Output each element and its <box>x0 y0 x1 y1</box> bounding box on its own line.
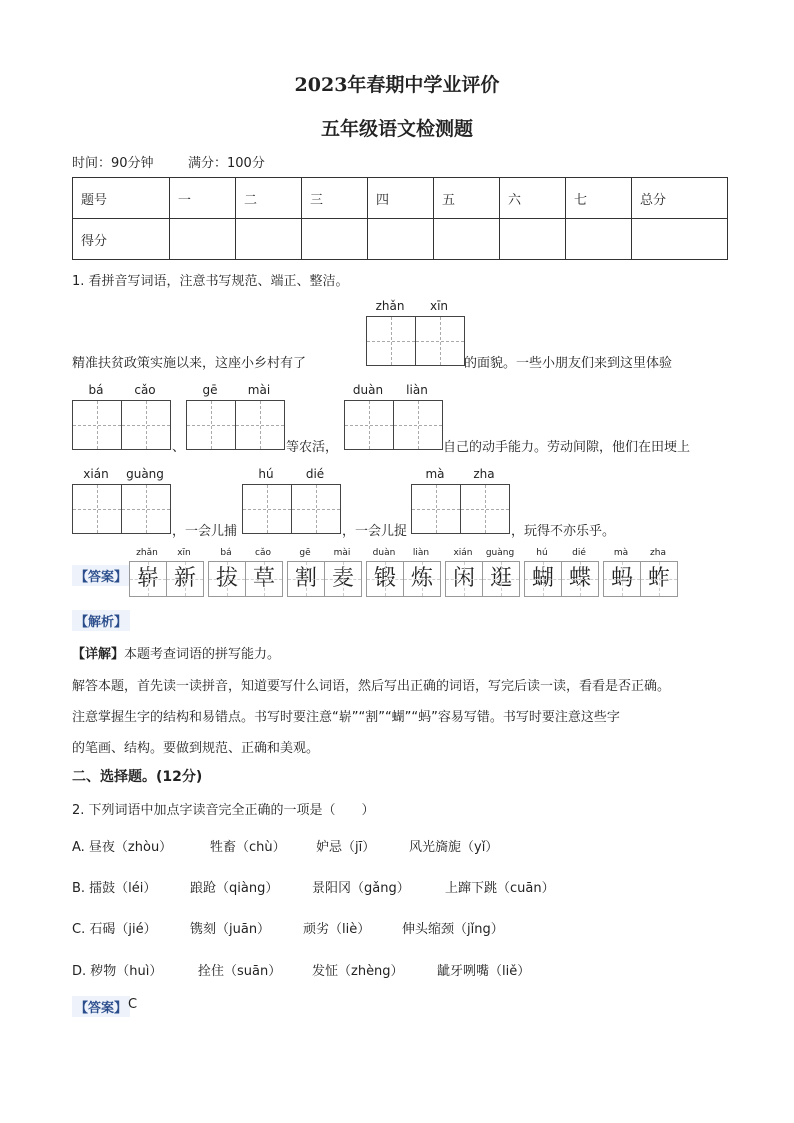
pinyin: zha <box>473 467 495 481</box>
answer-pinyin: dié <box>572 548 586 558</box>
time-limit: 时间：90分钟 <box>72 156 154 171</box>
table-cell: 二 <box>236 178 302 219</box>
score-table <box>72 177 728 260</box>
answer-char: 草 <box>245 562 282 596</box>
option-c-4: 伸头缩颈（jǐng） <box>402 922 504 937</box>
score-input-cell[interactable] <box>566 219 632 260</box>
answer-pinyin: zhǎn <box>136 548 158 558</box>
detail-text: 本题考查词语的拼写能力。 <box>124 647 281 662</box>
table-cell: 五 <box>434 178 500 219</box>
answer-char: 割 <box>288 562 324 596</box>
table-cell: 总分 <box>632 178 728 219</box>
answer-char: 新 <box>166 562 203 596</box>
option-a-1: A. 昼夜（zhòu） <box>72 840 173 855</box>
pinyin: cǎo <box>134 383 156 397</box>
pinyin: duàn <box>352 383 384 397</box>
pinyin: zhǎn <box>375 299 405 313</box>
table-cell: 一 <box>170 178 236 219</box>
pinyin: mài <box>247 383 271 397</box>
detail-tag: 【详解】 <box>72 647 125 662</box>
answer-word-box <box>366 561 441 597</box>
analysis-line: 的笔画、结构。要做到规范、正确和美观。 <box>72 741 320 756</box>
answer-char: 崭 <box>130 562 166 596</box>
full-score: 满分：100分 <box>188 156 265 171</box>
option-c-2: 镌刻（juān） <box>190 922 271 937</box>
answer-box-6[interactable] <box>242 484 341 534</box>
section-heading: 二、选择题。(12分) <box>72 769 203 785</box>
analysis-line: 注意掌握生字的结构和易错点。书写时要注意“崭”“割”“蝴”“蚂”容易写错。书写时要注意这些字 <box>72 710 620 725</box>
answer-char: 拔 <box>209 562 245 596</box>
q2-prompt: 2. 下列词语中加点字读音完全正确的一项是（ ） <box>72 803 375 818</box>
option-a-3: 妒忌（jī） <box>316 840 376 855</box>
answer-pinyin: gē <box>299 548 311 558</box>
answer-char: 锻 <box>367 562 403 596</box>
answer-pinyin: guàng <box>485 548 515 558</box>
answer-word-box <box>445 561 520 597</box>
pinyin: xián <box>83 467 109 481</box>
score-input-cell[interactable] <box>632 219 728 260</box>
answer-pinyin: xián <box>453 548 473 558</box>
pinyin: bá <box>88 383 104 397</box>
q1-text: 、 <box>172 440 186 455</box>
q1-prompt: 1. 看拼音写词语，注意书写规范、端正、整洁。 <box>72 274 349 289</box>
table-cell: 得分 <box>73 219 170 260</box>
q2-answer: C <box>128 997 138 1012</box>
option-d-3: 发怔（zhèng） <box>312 964 404 979</box>
answer-pinyin: duàn <box>372 548 396 558</box>
table-cell: 七 <box>566 178 632 219</box>
option-d-1: D. 秽物（huì） <box>72 964 163 979</box>
pinyin: xīn <box>429 299 449 313</box>
q1-text: 等农活， <box>286 440 339 455</box>
answer-box-7[interactable] <box>411 484 510 534</box>
option-c-1: C. 石碣（jié） <box>72 922 157 937</box>
answer-pinyin: mà <box>613 548 629 558</box>
table-cell: 四 <box>368 178 434 219</box>
answer-pinyin: bá <box>220 548 232 558</box>
answer-box-3[interactable] <box>186 400 285 450</box>
score-input-cell[interactable] <box>302 219 368 260</box>
answer-char: 蝴 <box>525 562 561 596</box>
detail-line <box>72 643 280 662</box>
option-b-1: B. 擂鼓（léi） <box>72 881 157 896</box>
pinyin: mà <box>425 467 445 481</box>
answer-char: 炼 <box>403 562 440 596</box>
score-input-cell[interactable] <box>368 219 434 260</box>
answer-word-box <box>208 561 283 597</box>
q1-text: 自己的动手能力。劳动间隙，他们在田埂上 <box>443 440 691 455</box>
answer-tag: 【答案】 <box>72 565 130 586</box>
q1-text: ，玩得不亦乐乎。 <box>511 524 616 539</box>
answer-box-1[interactable] <box>366 316 465 366</box>
option-a-4: 风光旖旎（yǐ） <box>409 840 499 855</box>
pinyin: dié <box>305 467 325 481</box>
pinyin: liàn <box>406 383 428 397</box>
q1-text: 的面貌。一些小朋友们来到这里体验 <box>464 356 673 371</box>
pinyin: gē <box>202 383 218 397</box>
answer-pinyin: xīn <box>177 548 191 558</box>
answer-pinyin: hú <box>536 548 548 558</box>
answer-char: 麦 <box>324 562 361 596</box>
answer-char: 逛 <box>482 562 519 596</box>
option-d-4: 龇牙咧嘴（liě） <box>437 964 531 979</box>
answer-word-box <box>524 561 599 597</box>
answer-word-box <box>287 561 362 597</box>
answer-char: 蝶 <box>561 562 598 596</box>
answer-pinyin: liàn <box>412 548 430 558</box>
answer-pinyin: zha <box>650 548 666 558</box>
exam-subtitle: 五年级语文检测题 <box>320 118 473 140</box>
option-d-2: 拴住（suān） <box>198 964 282 979</box>
score-input-cell[interactable] <box>170 219 236 260</box>
answer-pinyin: mài <box>333 548 351 558</box>
q1-text: ，一会儿捉 <box>342 524 408 539</box>
q2-answer-tag: 【答案】 <box>72 996 130 1017</box>
pinyin: hú <box>258 467 274 481</box>
q1-text: ，一会儿捕 <box>172 524 238 539</box>
analysis-tag: 【解析】 <box>72 610 130 631</box>
table-cell: 三 <box>302 178 368 219</box>
score-input-cell[interactable] <box>500 219 566 260</box>
score-input-cell[interactable] <box>236 219 302 260</box>
answer-box-5[interactable] <box>72 484 171 534</box>
table-cell: 六 <box>500 178 566 219</box>
option-c-3: 顽劣（liè） <box>303 922 371 937</box>
option-a-2: 牲畜（chù） <box>210 840 286 855</box>
option-b-2: 踉跄（qiàng） <box>190 881 279 896</box>
score-input-cell[interactable] <box>434 219 500 260</box>
analysis-line: 解答本题，首先读一读拼音，知道要写什么词语，然后写出正确的词语，写完后读一读，看看是否正确。 <box>72 679 671 694</box>
option-b-3: 景阳冈（gǎng） <box>312 881 410 896</box>
pinyin: guàng <box>126 467 164 481</box>
option-b-4: 上蹿下跳（cuān） <box>445 881 555 896</box>
answer-char: 蚱 <box>640 562 677 596</box>
answer-char: 闲 <box>446 562 482 596</box>
table-cell: 题号 <box>73 178 170 219</box>
answer-word-box <box>129 561 204 597</box>
answer-word-box <box>603 561 678 597</box>
q1-text: 精准扶贫政策实施以来，这座小乡村有了 <box>72 356 307 371</box>
answer-box-4[interactable] <box>344 400 443 450</box>
answer-pinyin: cǎo <box>255 548 271 558</box>
answer-box-2[interactable] <box>72 400 171 450</box>
answer-char: 蚂 <box>604 562 640 596</box>
exam-title: 2023年春期中学业评价 <box>294 74 500 96</box>
